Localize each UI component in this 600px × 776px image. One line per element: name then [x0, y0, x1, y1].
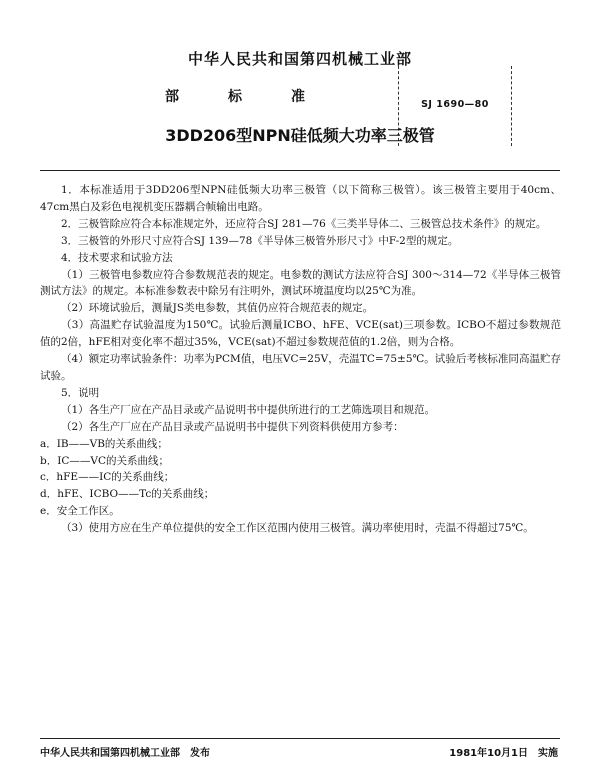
list-item: d．hFE、ICBO——Tc的关系曲线；: [40, 488, 215, 501]
section-heading-tech: 4．技术要求和试验方法: [61, 251, 173, 264]
list-item: e．安全工作区。: [40, 505, 120, 518]
paragraph-note-1: （1）各生产厂应在产品目录或产品说明书中提供所进行的工艺筛选项目和规范。: [61, 403, 436, 416]
section-heading-notes: 5．说明: [61, 386, 100, 399]
paragraph-scope: 1．本标准适用于3DD206型NPN硅低频大功率三极管（以下简称三极管）。该三极管主要用于40cm、47cm黑白及彩色电视机变压器耦合帧输出电路。: [40, 184, 561, 213]
effective-date: 1981年10月1日 实施: [449, 748, 558, 759]
footer-divider: [40, 738, 560, 739]
paragraph-note-3: （3）使用方应在生产单位提供的安全工作区范围内使用三极管。满功率使用时，壳温不得超过75℃。: [61, 522, 534, 535]
standard-type-char: 标: [228, 89, 242, 105]
paragraph-tech-1: （1）三极管电参数应符合参数规范表的规定。电参数的测试方法应符合SJ 300～314—72《半导体三极管测试方法》的规定。本标准参数表中除另有注明外，测试环境温度均以25℃为准。: [40, 268, 561, 298]
list-item: a．IB——VB的关系曲线；: [40, 437, 168, 450]
header-divider: [40, 170, 560, 171]
standard-type: [165, 86, 305, 106]
paragraph-general-reqs: 2．三极管除应符合本标准规定外，还应符合SJ 281—76《三类半导体二、三极管总技术条件》的规定。: [61, 217, 547, 230]
standard-type-char: 部: [165, 89, 179, 105]
paragraph-dimensions: 3．三极管的外形尺寸应符合SJ 139—78《半导体三极管外形尺寸》中F-2型的规定。: [61, 234, 459, 247]
paragraph-tech-4: （4）额定功率试验条件：功率为PCM值，电压VC=25V，壳温TC=75±5℃。试验后考核标准同高温贮存试验。: [40, 353, 561, 382]
issuing-ministry: 中华人民共和国第四机械工业部: [187, 50, 412, 68]
standard-code: SJ 1690—80: [421, 99, 489, 110]
paragraph-note-2: （2）各生产厂应在产品目录或产品说明书中提供下列资料供使用方参考：: [61, 420, 404, 433]
standard-type-char: 准: [291, 89, 305, 105]
paragraph-tech-2: （2）环境试验后，测量JS类电参数，其值仍应符合规范表的规定。: [61, 302, 374, 315]
list-item: b．IC——VC的关系曲线；: [40, 454, 170, 467]
publisher: 中华人民共和国第四机械工业部 发布: [40, 748, 210, 759]
list-item: c．hFE——IC的关系曲线；: [40, 471, 175, 484]
paragraph-tech-3: （3）高温贮存试验温度为150℃。试验后测量ICBO、hFE、VCE(sat)三项参数。ICBO不超过参数规范值的2倍，hFE相对变化率不超过35%，VCE(sat)不超过参数规范值的1.2倍，则为合格。: [40, 319, 561, 349]
document-body: [40, 182, 561, 537]
document-title: 3DD206型NPN硅低频大功率三极管: [165, 126, 435, 145]
